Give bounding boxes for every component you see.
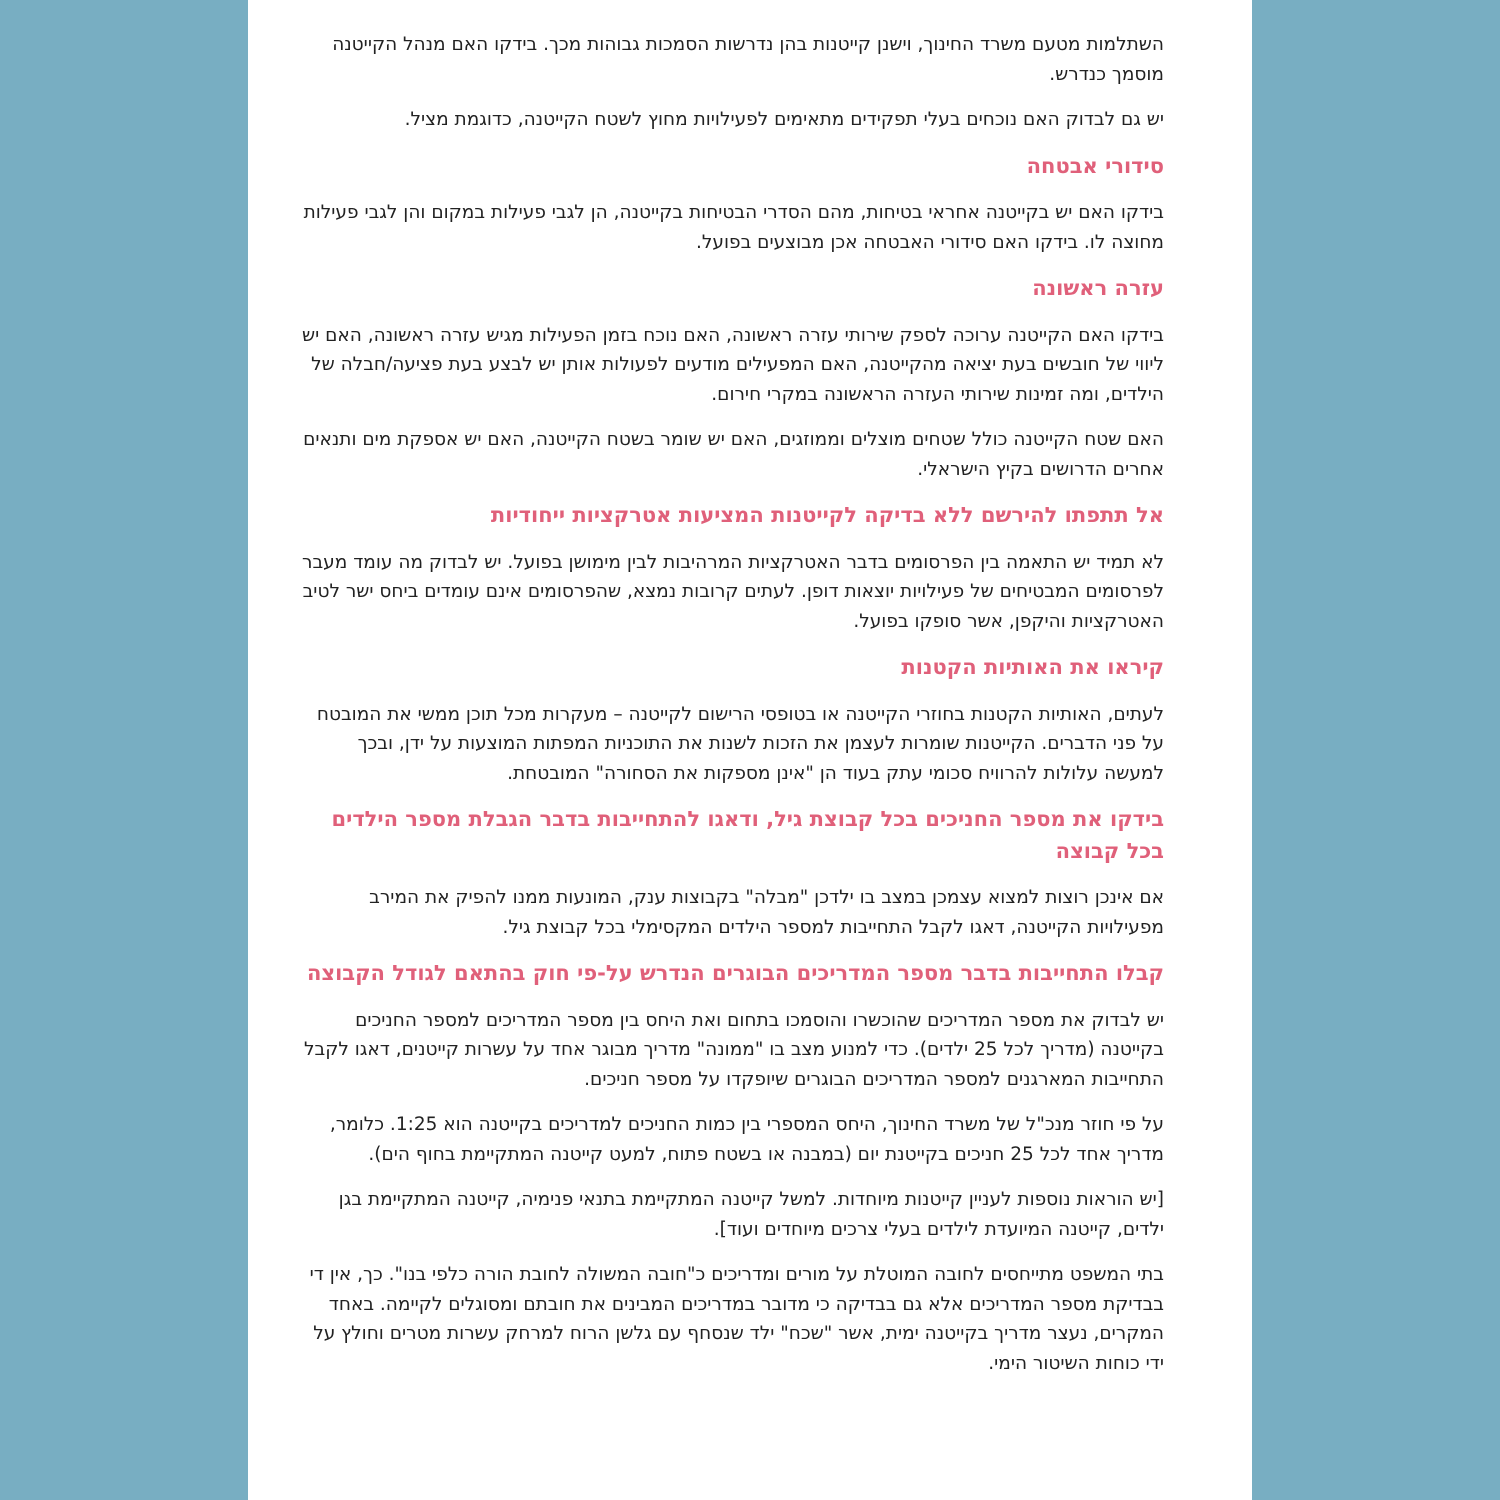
paragraph: לא תמיד יש התאמה בין הפרסומים בדבר האטרקציות המרהיבות לבין מימושן בפועל. יש לבדוק מה עומד מעבר לפרסומים המבטיחים של פעילויות יוצאות דופן. לעתים קרובות נמצא, שהפרסומים אינם עומדים ביחס ישר לטיב האטרקציות והיקפן, אשר סופקו בפועל.	[302, 551, 1164, 632]
section-heading: קיראו את האותיות הקטנות	[901, 655, 1164, 679]
paragraph: [יש הוראות נוספות לעניין קייטנות מיוחדות. למשל קייטנה המתקיימת בתנאי פנימיה, קייטנה המתקיימת בגן ילדים, קייטנה המיועדת לילדים בעלי צרכים מיוחדים ועוד].	[338, 1189, 1164, 1240]
section-heading: אל תתפתו להירשם ללא בדיקה לקייטנות המציעות אטרקציות ייחודיות	[490, 503, 1164, 527]
paragraph: האם שטח הקייטנה כולל שטחים מוצלים וממוזגים, האם יש שומר בשטח הקייטנה, האם יש אספקת מים ותנאים אחרים הדרושים בקיץ הישראלי.	[303, 429, 1164, 480]
paragraph: על פי חוזר מנכ"ל של משרד החינוך, היחס המספרי בין כמות החניכים למדריכים בקייטנה הוא 1:25. כלומר, מדריך אחד לכל 25 חניכים בקייטנת יום (במבנה או בשטח פתוח, למעט קייטנה המתקיימת בחוף הים).	[329, 1114, 1164, 1165]
paragraph: יש לבדוק את מספר המדריכים שהוכשרו והוסמכו בתחום ואת היחס בין מספר המדריכים למספר החניכים בקייטנה (מדריך לכל 25 ילדים). כדי למנוע מצב בו "ממונה" מדריך מבוגר אחד על עשרות קייטנים, דאגו לקבל התחייבות המארגנים למספר המדריכים הבוגרים שיופקדו על מספר חניכים.	[304, 1009, 1164, 1090]
paragraph: בתי המשפט מתייחסים לחובה המוטלת על מורים ומדריכים כ"חובה המשולה לחובת הורה כלפי בנו". כך, אין די בבדיקת מספר המדריכים אלא גם בבדיקה כי מדובר במדריכים המבינים את חובתם ומסוגלים לקיימה. באחד המקרים, נעצר מדריך בקייטנה ימית, אשר "שכח" ילד שנסחף עם גלשן הרוח למרחק עשרות מטרים וחולץ על ידי כוחות השיטור הימי.	[309, 1264, 1164, 1374]
document-page	[248, 0, 1252, 1500]
paragraph: לעתים, האותיות הקטנות בחוזרי הקייטנה או בטופסי הרישום לקייטנה – מעקרות מכל תוכן ממשי את המובטח על פני הדברים. הקייטנות שומרות לעצמן את הזכות לשנות את התוכניות המפתות המוצעות על ידן, ובכך למעשה עלולות להרוויח סכומי עתק בעוד הן "אינן מספקות את הסחורה" המובטחת.	[316, 703, 1164, 784]
section-heading: קבלו התחייבות בדבר מספר המדריכים הבוגרים הנדרש על-פי חוק בהתאם לגודל הקבוצה	[306, 961, 1164, 985]
section-heading: עזרה ראשונה	[1032, 276, 1164, 300]
paragraph: יש גם לבדוק האם נוכחים בעלי תפקידים מתאימים לפעילויות מחוץ לשטח הקייטנה, כדוגמת מציל.	[404, 109, 1164, 130]
section-heading: סידורי אבטחה	[1026, 153, 1164, 178]
paragraph: בידקו האם יש בקייטנה אחראי בטיחות, מהם הסדרי הבטיחות בקייטנה, הן לגבי פעילות במקום והן לגבי פעילות מחוצה לו. בידקו האם סידורי האבטחה אכן מבוצעים בפועל.	[303, 202, 1164, 253]
section-heading: בידקו את מספר החניכים בכל קבוצת גיל, ודאגו להתחייבות בדבר הגבלת מספר הילדים בכל קבוצה	[331, 807, 1164, 863]
paragraph: בידקו האם הקייטנה ערוכה לספק שירותי עזרה ראשונה, האם נוכח בזמן הפעילות מגיש עזרה ראשונה, האם יש ליווי של חובשים בעת יציאה מהקייטנה, האם המפעילים מודעים לפעולות אותן יש לבצע בעת פציעה/חבלה של הילדים, ומה זמינות שירותי העזרה הראשונה במקרי חירום.	[302, 324, 1164, 405]
paragraph: השתלמות מטעם משרד החינוך, וישנן קייטנות בהן נדרשות הסמכות גבוהות מכך. בידקו האם מנהל הקייטנה מוסמך כנדרש.	[332, 34, 1164, 85]
paragraph: אם אינכן רוצות למצוא עצמכן במצב בו ילדכן "מבלה" בקבוצות ענק, המונעות ממנו להפיק את המירב מפעילויות הקייטנה, דאגו לקבל התחייבות למספר הילדים המקסימלי בכל קבוצת גיל.	[369, 887, 1164, 938]
